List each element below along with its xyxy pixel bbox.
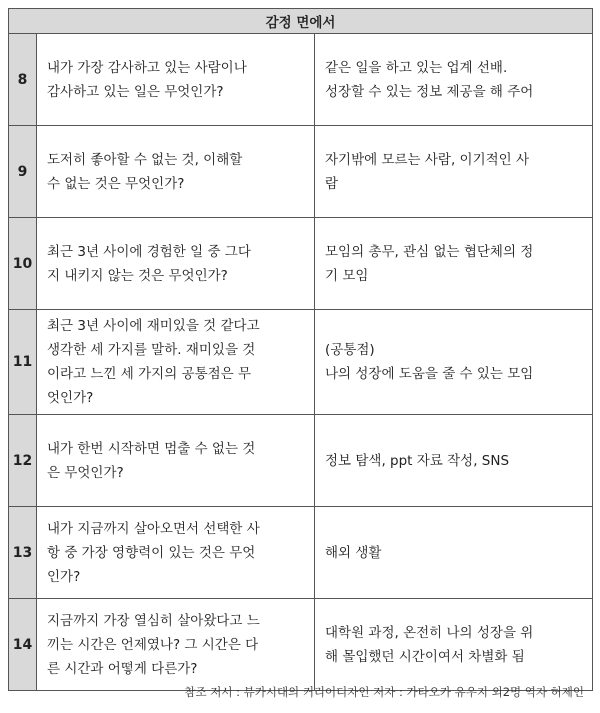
- answer-cell: 같은 일을 하고 있는 업계 선배. 성장할 수 있는 정보 제공을 해 주어: [315, 34, 593, 126]
- source-citation: 참조 저서 : 뷰카시대의 커리어디자인 저자 : 가타오카 유우지 외2명 역자 허제인: [184, 685, 584, 699]
- question-cell: 지금까지 가장 열심히 살아왔다고 느 끼는 시간은 언제였나? 그 시간은 다 른 시간과 어떻게 다른가?: [37, 599, 315, 691]
- row-number: 9: [9, 126, 37, 218]
- answer-cell: 정보 탐색, ppt 자료 작성, SNS: [315, 415, 593, 507]
- row-number: 8: [9, 34, 37, 126]
- question-cell: 최근 3년 사이에 재미있을 것 같다고 생각한 세 가지를 말하. 재미있을 것 이라고 느낀 세 가지의 공통점은 무 엇인가?: [37, 310, 315, 415]
- row-number: 14: [9, 599, 37, 691]
- row-number: 12: [9, 415, 37, 507]
- answer-cell: 대학원 과정, 온전히 나의 성장을 위 해 몰입했던 시간이여서 차별화 됨: [315, 599, 593, 691]
- answer-cell: 해외 생활: [315, 507, 593, 599]
- table-header: 감정 면에서: [9, 9, 593, 34]
- table-header-row: [9, 9, 593, 34]
- row-number: 13: [9, 507, 37, 599]
- table-row: [9, 599, 593, 691]
- question-table: [8, 8, 593, 691]
- question-cell: 도저히 좋아할 수 없는 것, 이해할 수 없는 것은 무엇인가?: [37, 126, 315, 218]
- row-number: 11: [9, 310, 37, 415]
- table-row: [9, 310, 593, 415]
- table-row: [9, 218, 593, 310]
- answer-cell: 모임의 총무, 관심 없는 협단체의 정 기 모임: [315, 218, 593, 310]
- question-cell: 내가 한번 시작하면 멈출 수 없는 것 은 무엇인가?: [37, 415, 315, 507]
- table-row: [9, 34, 593, 126]
- answer-cell: 자기밖에 모르는 사람, 이기적인 사 람: [315, 126, 593, 218]
- question-cell: 내가 지금까지 살아오면서 선택한 사 항 중 가장 영향력이 있는 것은 무엇 인가?: [37, 507, 315, 599]
- table-row: [9, 126, 593, 218]
- answer-cell: (공통점) 나의 성장에 도움을 줄 수 있는 모임: [315, 310, 593, 415]
- question-cell: 내가 가장 감사하고 있는 사람이나 감사하고 있는 일은 무엇인가?: [37, 34, 315, 126]
- table-row: [9, 415, 593, 507]
- question-cell: 최근 3년 사이에 경험한 일 중 그다 지 내키지 않는 것은 무엇인가?: [37, 218, 315, 310]
- row-number: 10: [9, 218, 37, 310]
- table-row: [9, 507, 593, 599]
